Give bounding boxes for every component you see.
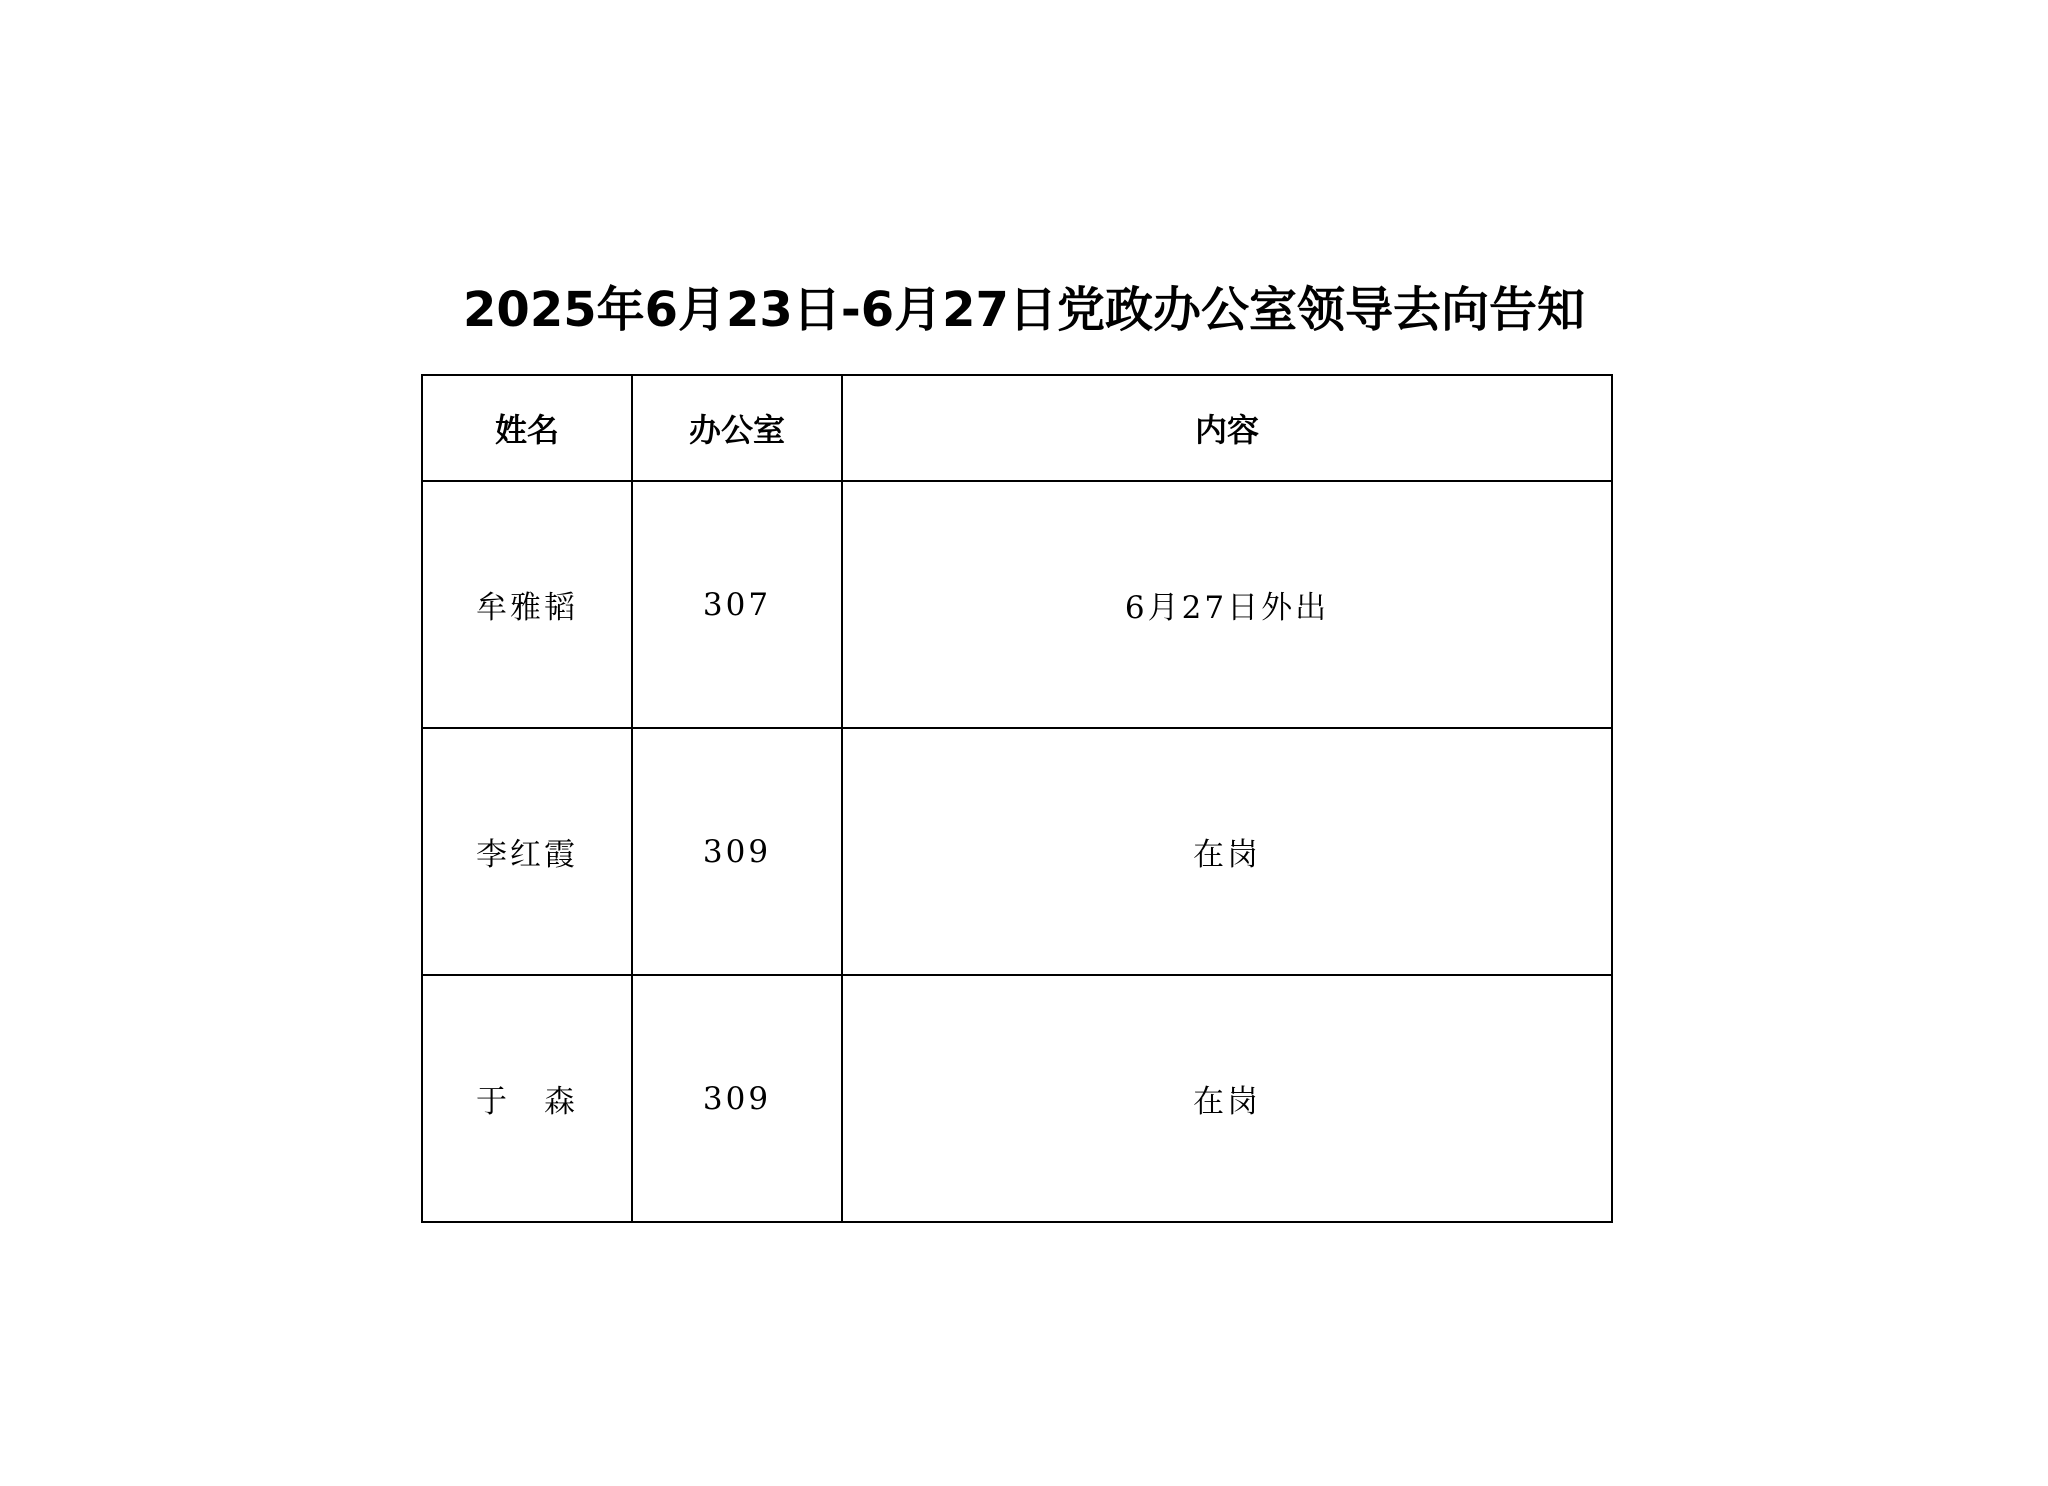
cell-office: 309 (632, 975, 842, 1222)
cell-content: 在岗 (842, 728, 1612, 975)
table-row (422, 728, 1612, 975)
page-title: 2025年6月23日-6月27日党政办公室领导去向告知 (463, 282, 1585, 338)
cell-content: 6月27日外出 (842, 481, 1612, 728)
header-office: 办公室 (632, 375, 842, 481)
cell-name: 于 森 (422, 975, 632, 1222)
cell-name: 李红霞 (422, 728, 632, 975)
header-name: 姓名 (422, 375, 632, 481)
table-header-row (422, 375, 1612, 481)
table-row (422, 481, 1612, 728)
table-row (422, 975, 1612, 1222)
cell-office: 309 (632, 728, 842, 975)
cell-content: 在岗 (842, 975, 1612, 1222)
header-content: 内容 (842, 375, 1612, 481)
leader-whereabouts-table (421, 374, 1613, 1223)
cell-name: 牟雅韬 (422, 481, 632, 728)
cell-office: 307 (632, 481, 842, 728)
